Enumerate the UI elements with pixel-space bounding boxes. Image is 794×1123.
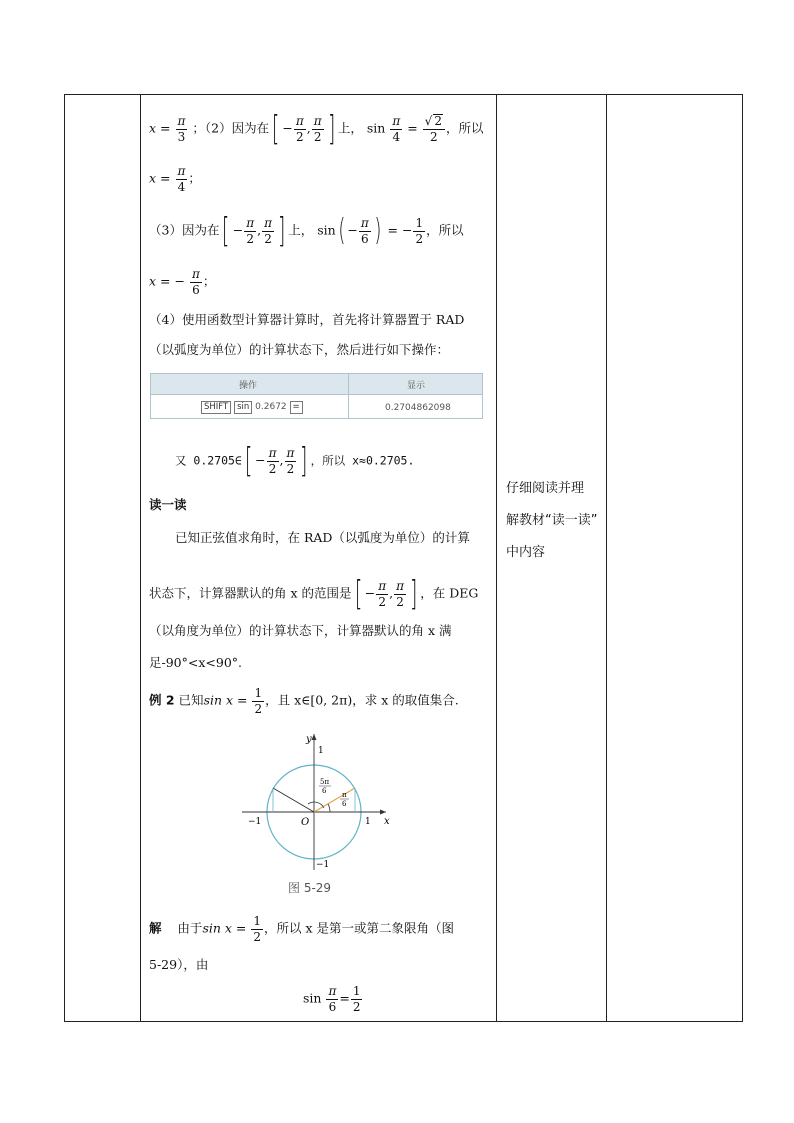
column-divider — [140, 95, 141, 1021]
math-line-2: x = $\frac{\pi}{4}$ ； — [149, 164, 201, 194]
angle-label: 5π — [320, 778, 330, 786]
side-note-line: 中内容 — [506, 545, 546, 560]
math-line-3: （3）因为在[ − $\frac{\pi}{2}$ , $\frac{\pi}{2}$ ] 上， sin( − $\frac{\pi}{6}$ ) = − $\frac{1}{2}$ ，所以 — [149, 211, 464, 251]
figure-caption: 图 5-29 — [288, 881, 332, 895]
tick-label: 1 — [365, 817, 371, 827]
solution-line: 解 由于sin x = $\frac{1}{2}$ ，所以 x 是第一或第二象限角（图 — [149, 914, 454, 944]
tick-label: −1 — [316, 860, 330, 870]
angle-label: 6 — [342, 800, 347, 808]
column-divider — [496, 95, 497, 1021]
table-header — [151, 374, 482, 394]
math-line-1: x = $\frac{\pi}{3}$ ；（2）因为在[ − $\frac{\pi}{2}$ , $\frac{\pi}{2}$ ] 上， sin $\frac{\pi}{4}$ = $\frac{√ 2}{2}$ ，所以 — [149, 109, 484, 149]
y-axis-label: y — [306, 734, 312, 745]
tick-label: 1 — [318, 746, 324, 756]
read-paragraph-line: 已知正弦值求角时，在 RAD（以弧度为单位）的计算 — [175, 530, 470, 545]
read-section-title: 读一读 — [149, 497, 187, 512]
solution-line: 5-29），由 — [149, 957, 209, 972]
x-axis-label: x — [384, 816, 390, 827]
text-line-5: （4）使用函数型计算器计算时，首先将计算器置于 RAD — [149, 312, 465, 327]
shift-key: SHIFT — [201, 401, 231, 414]
example-2: 例 2 已知sin x = $\frac{1}{2}$ ，且 x∈[0, 2π)，求 x 的取值集合. — [149, 686, 459, 716]
side-note-line: 仔细阅读并理 — [506, 481, 585, 496]
side-note-line: 解教材“读一读” — [506, 513, 598, 528]
math-line-7: 又 0.2705∈[ − $\frac{\pi}{2}$ , $\frac{\pi}{2}$ ] ，所以 x≈0.2705. — [175, 441, 415, 481]
header-display: 显示 — [407, 381, 426, 391]
angle-label: 6 — [322, 787, 327, 795]
unit-circle-figure — [238, 728, 393, 873]
sin-key: sin — [234, 401, 252, 414]
operation-cell: SHIFT sin 0.2672 = — [201, 401, 303, 414]
equation-line: sin $\frac{\pi}{6}$ = $\frac{1}{2}$ — [303, 984, 361, 1014]
angle-label: π — [342, 791, 347, 799]
calculator-operation-table — [150, 373, 483, 419]
text-line-6: （以弧度为单位）的计算状态下，然后进行如下操作： — [149, 342, 450, 357]
column-divider — [606, 95, 607, 1021]
header-operation: 操作 — [239, 381, 258, 391]
read-paragraph-line: 状态下，计算器默认的角 x 的范围是[ − $\frac{\pi}{2}$ , $\frac{\pi}{2}$ ] ，在 DEG — [149, 574, 479, 614]
equals-key: = — [290, 401, 303, 414]
math-line-4: x = − $\frac{\pi}{6}$ ； — [149, 267, 216, 297]
tick-label: −1 — [248, 817, 262, 827]
display-cell: 0.2704862098 — [385, 403, 451, 413]
origin-label: O — [301, 817, 310, 828]
read-paragraph-line: （以角度为单位）的计算状态下，计算器默认的角 x 满 — [149, 623, 452, 638]
read-paragraph-line: 足-90°<x<90°. — [149, 655, 243, 670]
